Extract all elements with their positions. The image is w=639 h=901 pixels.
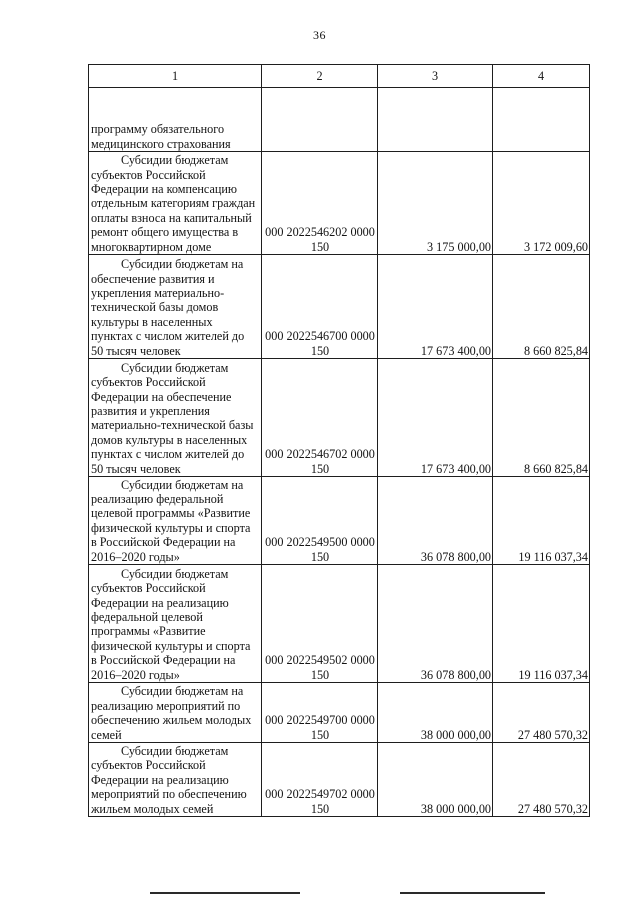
footer-rule-right xyxy=(400,892,545,894)
column-header-1: 1 xyxy=(89,65,262,88)
column-header-2: 2 xyxy=(262,65,378,88)
row-name-cell xyxy=(89,565,262,683)
row-name-lead: Субсидии бюджетам на xyxy=(121,684,244,699)
budget-table xyxy=(88,64,590,817)
row-actual-cell: 8 660 825,84 xyxy=(493,359,590,477)
table-row xyxy=(89,743,590,817)
row-name-cell xyxy=(89,743,262,817)
row-name-cell xyxy=(89,359,262,477)
row-name-text: субъектов Российской Федерации на реализацию федеральной целевой программы «Развитие физической культуры и спорта в Российской Федерации на 2016–2020 годы» xyxy=(91,581,251,682)
row-plan-cell: 3 175 000,00 xyxy=(378,152,493,255)
row-name-lead: Субсидии бюджетам на xyxy=(121,477,244,492)
row-name-cell xyxy=(89,477,262,565)
row-plan-cell: 17 673 400,00 xyxy=(378,255,493,359)
row-name-lead: Субсидии бюджетам xyxy=(121,153,229,168)
column-header-4: 4 xyxy=(493,65,590,88)
row-code-cell: 000 2022549500 0000 150 xyxy=(262,477,378,565)
row-name-text: программу обязательного медицинского страхования xyxy=(91,122,231,151)
row-plan-cell: 38 000 000,00 xyxy=(378,683,493,743)
row-plan-cell xyxy=(378,88,493,152)
row-name-text: субъектов Российской Федерации на реализацию мероприятий по обеспечению жильем молодых семей xyxy=(91,758,247,816)
row-name-lead: Субсидии бюджетам xyxy=(121,566,229,581)
row-code-cell: 000 2022549702 0000 150 xyxy=(262,743,378,817)
row-code-cell: 000 2022549502 0000 150 xyxy=(262,565,378,683)
row-name-text: обеспечение развития и укрепления материально- технической базы домов культуры в населенных пунктах с числом жителей до 50 тысяч человек xyxy=(91,271,245,358)
row-actual-cell: 3 172 009,60 xyxy=(493,152,590,255)
row-name-text: субъектов Российской Федерации на обеспечение развития и укрепления материально-технической базы домов культуры в населенных пунктах с числом жителей до 50 тысяч человек xyxy=(91,375,254,476)
row-actual-cell: 8 660 825,84 xyxy=(493,255,590,359)
row-name-cell xyxy=(89,88,262,152)
row-actual-cell: 19 116 037,34 xyxy=(493,565,590,683)
page-number: 36 xyxy=(313,28,326,42)
row-plan-cell: 36 078 800,00 xyxy=(378,477,493,565)
row-name-cell xyxy=(89,683,262,743)
table-row xyxy=(89,88,590,152)
row-actual-cell: 19 116 037,34 xyxy=(493,477,590,565)
column-header-3: 3 xyxy=(378,65,493,88)
row-code-cell: 000 2022546700 0000 150 xyxy=(262,255,378,359)
row-name-lead: Субсидии бюджетам на xyxy=(121,257,244,272)
row-name-lead: Субсидии бюджетам xyxy=(121,743,229,758)
row-name-text: реализацию федеральной целевой программы «Развитие физической культуры и спорта в Российской Федерации на 2016–2020 годы» xyxy=(91,491,251,564)
table-row xyxy=(89,152,590,255)
row-code-cell: 000 2022549700 0000 150 xyxy=(262,683,378,743)
footer-rule-left xyxy=(150,892,300,894)
row-code-cell: 000 2022546702 0000 150 xyxy=(262,359,378,477)
table-row xyxy=(89,255,590,359)
row-actual-cell xyxy=(493,88,590,152)
table-header-row xyxy=(89,65,590,88)
table-row xyxy=(89,359,590,477)
row-actual-cell: 27 480 570,32 xyxy=(493,683,590,743)
table-row xyxy=(89,477,590,565)
row-plan-cell: 36 078 800,00 xyxy=(378,565,493,683)
row-name-text: реализацию мероприятий по обеспечению жильем молодых семей xyxy=(91,698,252,742)
row-name-cell xyxy=(89,255,262,359)
table-row xyxy=(89,565,590,683)
row-plan-cell: 38 000 000,00 xyxy=(378,743,493,817)
row-plan-cell: 17 673 400,00 xyxy=(378,359,493,477)
row-name-lead: Субсидии бюджетам xyxy=(121,360,229,375)
row-code-cell: 000 2022546202 0000 150 xyxy=(262,152,378,255)
row-name-cell xyxy=(89,152,262,255)
row-code-cell xyxy=(262,88,378,152)
row-actual-cell: 27 480 570,32 xyxy=(493,743,590,817)
row-name-text: субъектов Российской Федерации на компенсацию отдельным категориям граждан оплаты взноса на капитальный ремонт общего имущества в многоквартирном доме xyxy=(91,167,256,254)
table-row xyxy=(89,683,590,743)
